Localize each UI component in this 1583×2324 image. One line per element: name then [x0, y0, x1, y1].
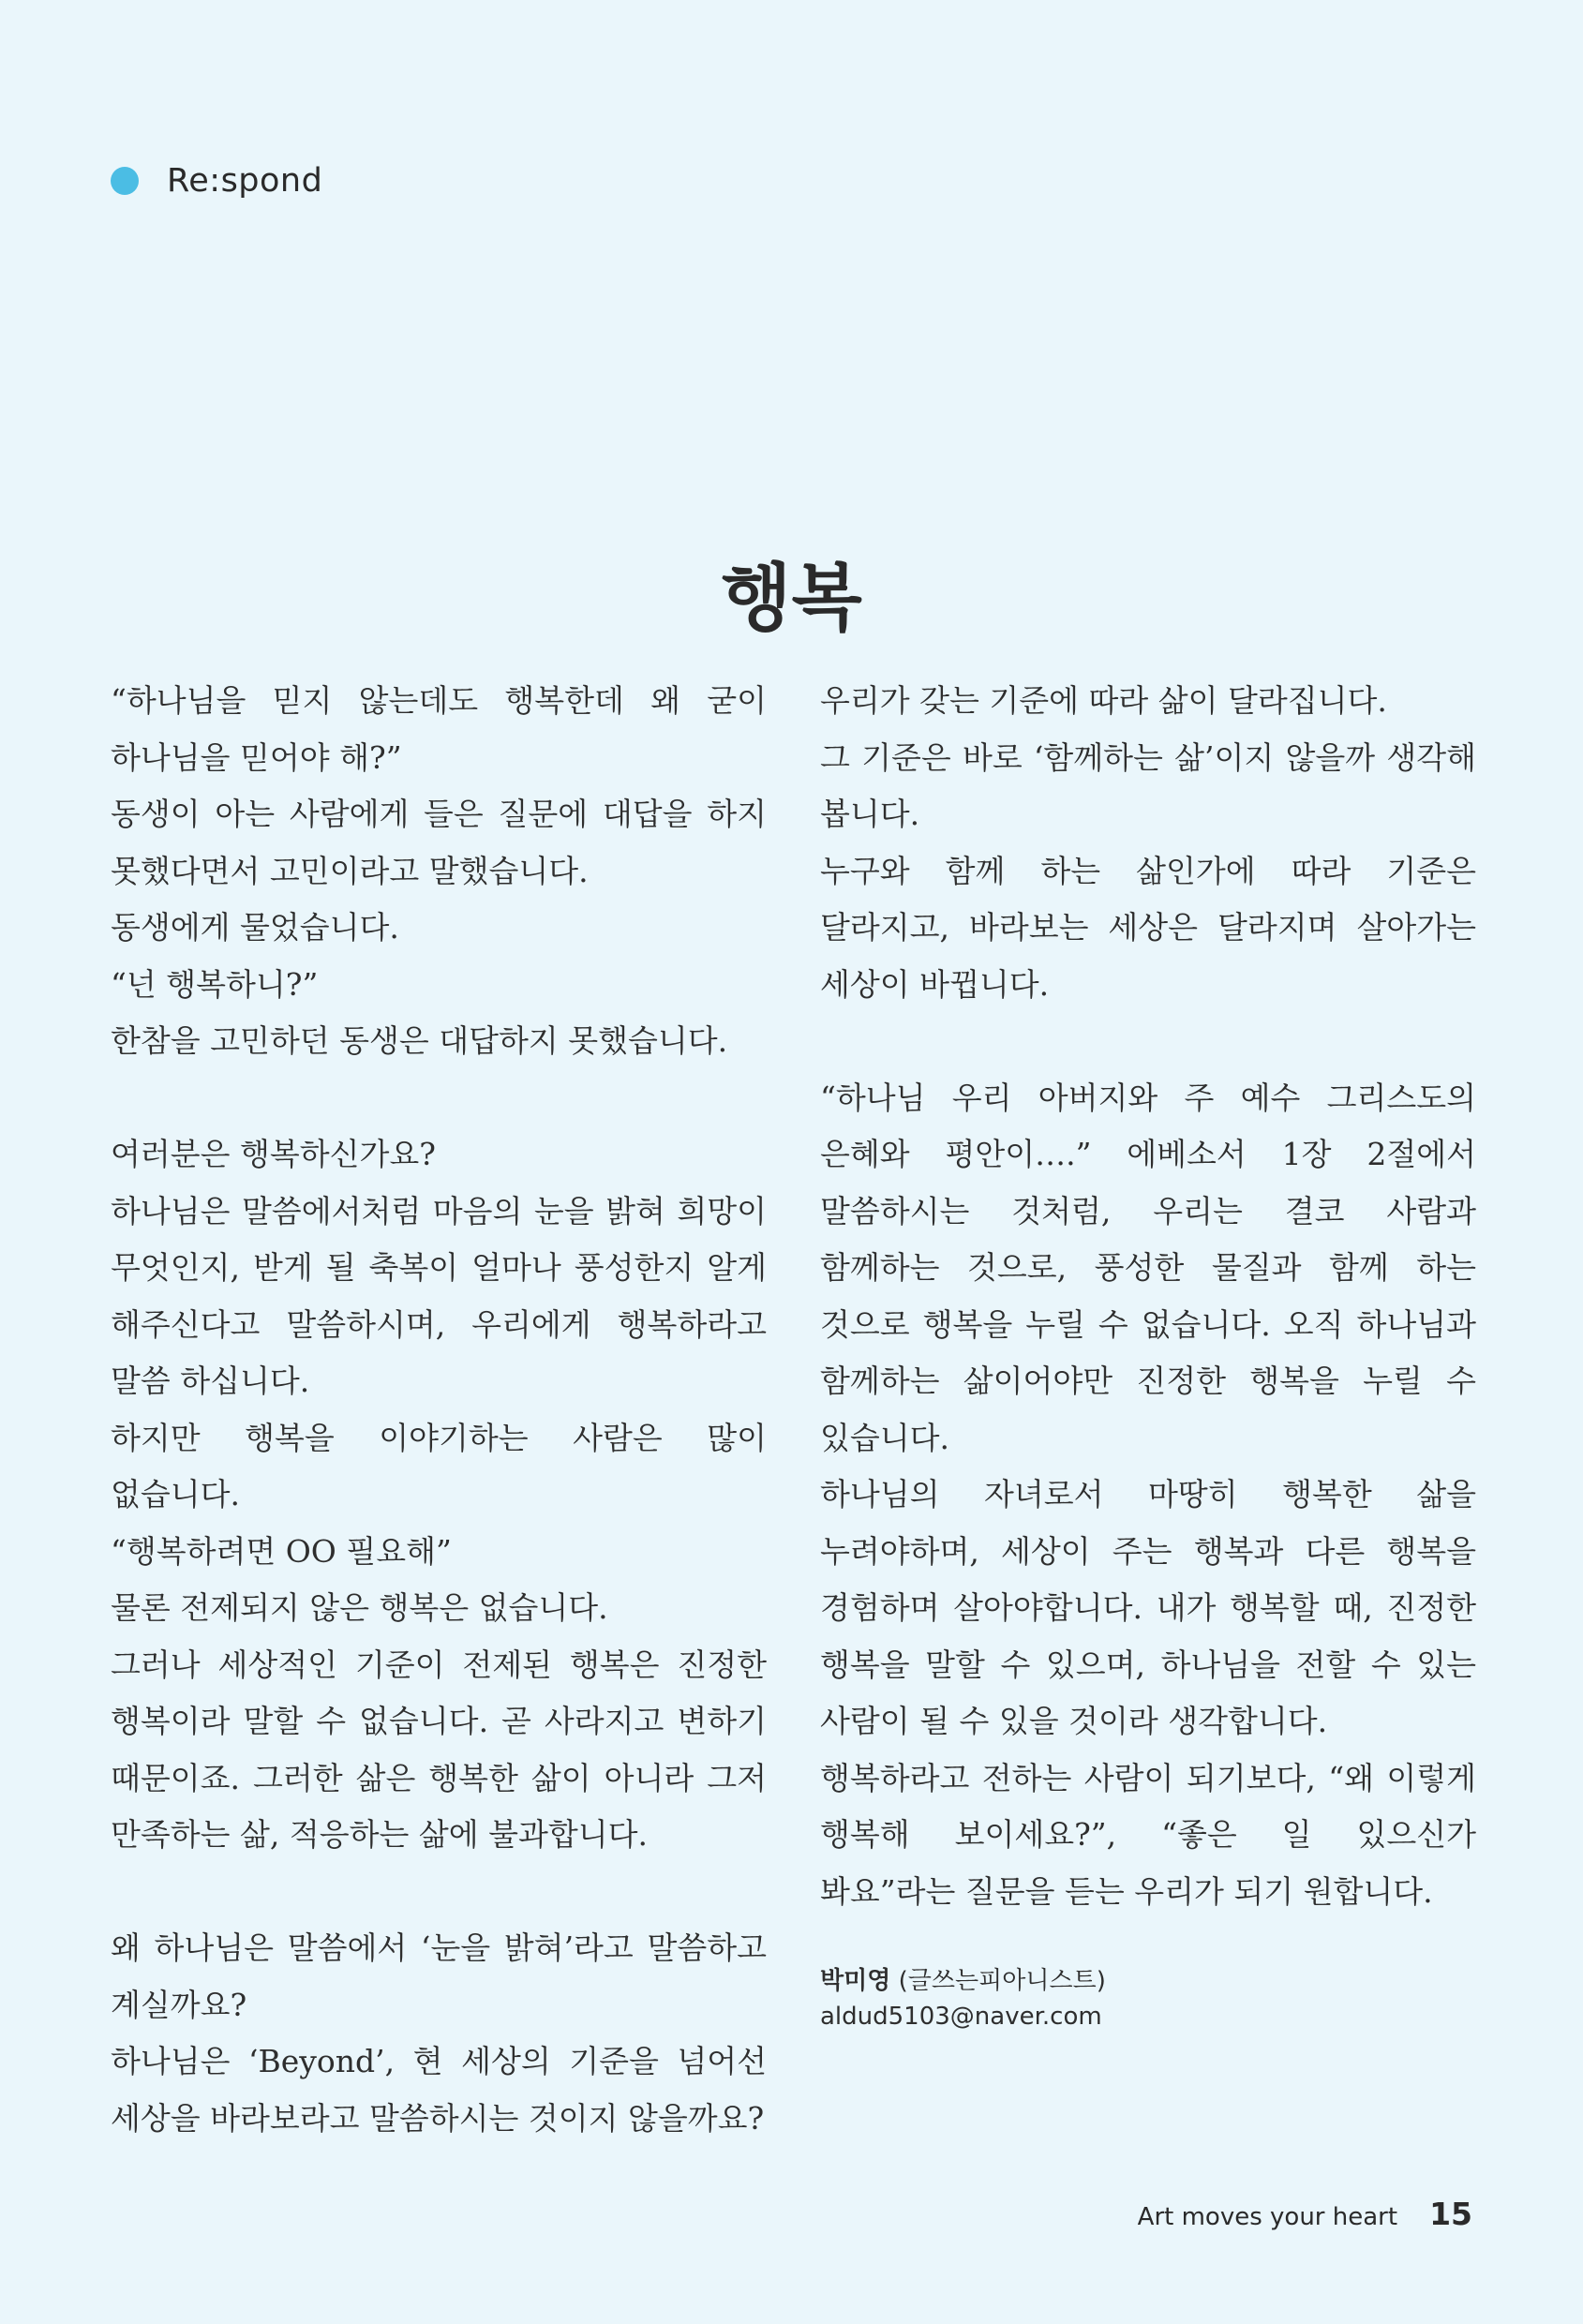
paragraph: 누구와 함께 하는 삶인가에 따라 기준은 달라지고, 바라보는 세상은 달라지며 살아가는 세상이 바뀝니다.: [820, 852, 1476, 1003]
left-column: [111, 673, 767, 2147]
paragraph: 한참을 고민하던 동생은 대답하지 못했습니다.: [111, 1022, 728, 1059]
author-role: (글쓰는피아니스트): [898, 1967, 1106, 1995]
paragraph: 그 기준은 바로 ‘함께하는 삶’이지 않을까 생각해 봅니다.: [820, 738, 1476, 832]
paragraph-gap: [111, 1864, 767, 1921]
paragraph: 그러나 세상적인 기준이 전제된 행복은 진정한 행복이라 말할 수 없습니다. 곧 사라지고 변하기 때문이죠. 그러한 삶은 행복한 삶이 아니라 그저 만족하는 삶, 적응하는 삶에 불과합니다.: [111, 1646, 767, 1853]
paragraph: 동생에게 물었습니다.: [111, 909, 399, 946]
article-title: 행복: [721, 556, 862, 642]
paragraph: 하나님의 자녀로서 마땅히 행복한 삶을 누려야하며, 세상이 주는 행복과 다른 행복을 경험하며 살아야합니다. 내가 행복할 때, 진정한 행복을 말할 수 있으며, 하나님을 전할 수 있는 사람이 될 수 있을 것이라 생각합니다.: [820, 1476, 1476, 1739]
author-email: aldud5103@naver.com: [820, 2003, 1102, 2031]
paragraph: 물론 전제되지 않은 행복은 없습니다.: [111, 1589, 608, 1626]
section-tag: [111, 157, 322, 204]
paragraph: 동생이 아는 사람에게 들은 질문에 대답을 하지 못했다면서 고민이라고 말했습니다.: [111, 796, 767, 889]
footer-tagline: Art moves your heart: [1137, 2203, 1398, 2231]
section-label: Re:spond: [167, 162, 323, 200]
paragraph-gap: [111, 1070, 767, 1127]
paragraph: 우리가 갖는 기준에 따라 삶이 달라집니다.: [820, 682, 1387, 719]
author-line: [820, 1963, 1476, 1999]
paragraph: 하나님은 ‘Beyond’, 현 세상의 기준을 넘어선 세상을 바라보라고 말씀하시는 것이지 않을까요?: [111, 2043, 767, 2137]
author-name: 박미영: [820, 1967, 891, 1995]
paragraph: 하나님은 말씀에서처럼 마음의 눈을 밝혀 희망이 무엇인지, 받게 될 축복이 얼마나 풍성한지 알게 해주신다고 말씀하시며, 우리에게 행복하라고 말씀 하십니다.: [111, 1192, 767, 1399]
paragraph: “넌 행복하니?”: [111, 965, 319, 1003]
paragraph: 행복하라고 전하는 사람이 되기보다, “왜 이렇게 행복해 보이세요?”, “좋은 일 있으신가 봐요”라는 질문을 듣는 우리가 되기 원합니다.: [820, 1759, 1476, 1910]
paragraph: “하나님 우리 아버지와 주 예수 그리스도의 은혜와 평안이….” 에베소서 1장 2절에서 말씀하시는 것처럼, 우리는 결코 사람과 함께하는 것으로, 풍성한 물질과 함께 하는 것으로 행복을 누릴 수 없습니다. 오직 하나님과 함께하는 삶이어야만 진정한 행복을 누릴 수 있습니다.: [820, 1079, 1476, 1456]
author-block: [820, 1963, 1476, 2034]
paragraph-gap: [820, 1013, 1476, 1070]
paragraph: “행복하려면 OO 필요해”: [111, 1532, 452, 1570]
paragraph: 왜 하나님은 말씀에서 ‘눈을 밝혀’라고 말씀하고 계실까요?: [111, 1929, 767, 2023]
page-number: 15: [1429, 2196, 1472, 2232]
page-footer: [1138, 2196, 1472, 2232]
section-dot-icon: [111, 167, 139, 195]
paragraph: 여러분은 행복하신가요?: [111, 1136, 436, 1172]
paragraph: “하나님을 믿지 않는데도 행복한데 왜 굳이 하나님을 믿어야 해?”: [111, 682, 767, 776]
right-column: [820, 673, 1476, 2034]
paragraph: 하지만 행복을 이야기하는 사람은 많이 없습니다.: [111, 1419, 767, 1512]
